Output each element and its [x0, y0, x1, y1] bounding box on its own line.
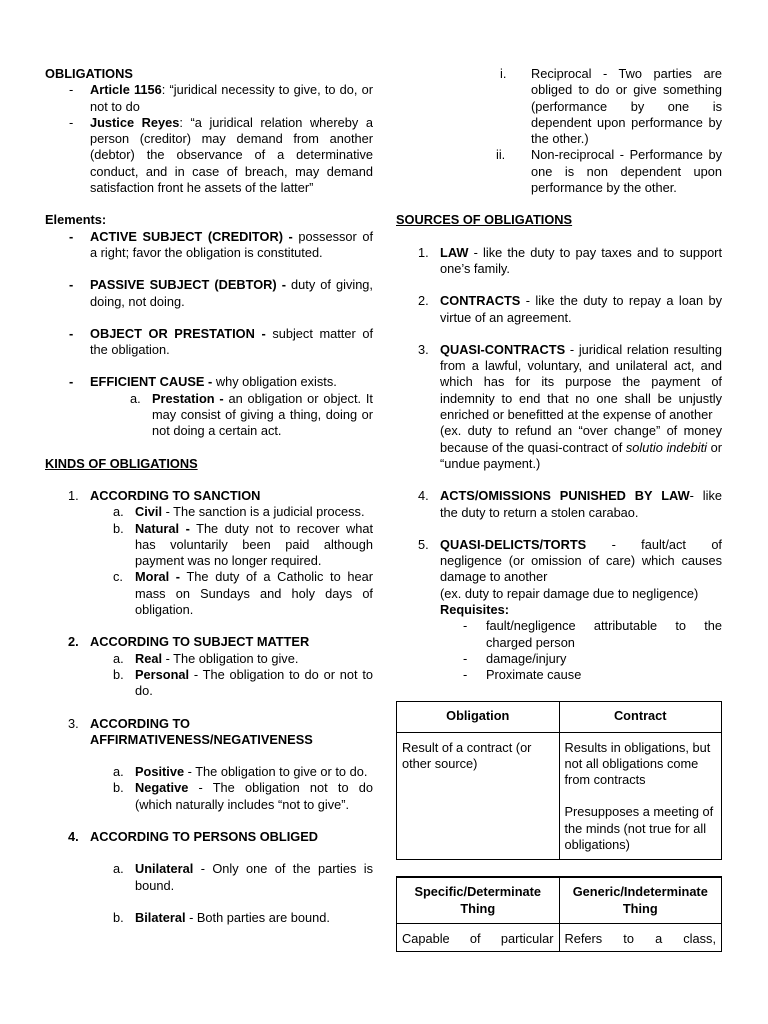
kind-item: b. Bilateral - Both parties are bound.: [113, 909, 330, 925]
elements-title: Elements:: [45, 212, 107, 228]
table-cell: Results in obligations, but not all obligations come from contracts Presupposes a meeting of the minds (not true for all obligations): [559, 732, 722, 860]
definition-item: - Justice Reyes: “a juridical relation whereby a person (creditor) may demand from another (debtor) the observance of a determinative conduct, and in case of breach, may demand satisfaction front he assets of the latter”: [69, 114, 373, 196]
kind-item: b. Negative - The obligation not to do (which naturally includes “not to give”.: [113, 780, 373, 812]
table-header: Specific/Determinate Thing: [397, 877, 560, 923]
requisite-item: - fault/negligence attributable to the charged person: [463, 618, 722, 650]
source-item: 3. QUASI-CONTRACTS - juridical relation resulting from a lawful, voluntary, and unilateral act, and which has for its purpose the payment of indemnity to end that no one shall be unjustly enriched or benefitted at the expense of another (ex. duty to refund an “over change” of money because of the quasi-contract of solutio indebiti or “undue payment.): [418, 341, 722, 471]
element-item: - ACTIVE SUBJECT (CREDITOR) - possessor of a right; favor the obligation is constituted.: [69, 228, 374, 260]
thing-table: [396, 876, 722, 952]
sources-title: SOURCES OF OBLIGATIONS: [396, 212, 573, 228]
kind-heading: 3. ACCORDING TO AFFIRMATIVENESS/NEGATIVENESS: [68, 715, 313, 747]
table-cell: Result of a contract (or other source): [397, 732, 560, 860]
kind-item: a. Civil - The sanction is a judicial process.: [113, 504, 365, 520]
kind-item: a. Unilateral - Only one of the parties is bound.: [113, 861, 373, 893]
source-item: 1. LAW - like the duty to pay taxes and to support one’s family.: [418, 244, 722, 276]
right-column: [396, 66, 722, 952]
table-header: Contract: [559, 701, 722, 732]
element-subitem: a. Prestation - an obligation or object. It may consist of giving a thing, doing or not doing a certain act.: [130, 390, 373, 439]
requisite-item: - damage/injury: [463, 650, 567, 666]
bilateral-subitem: i. Reciprocal - Two parties are obliged to do or give something (performance by one is dependent upon performance by the other.): [500, 66, 722, 147]
element-item: - PASSIVE SUBJECT (DEBTOR) - duty of giving, doing, not doing.: [69, 277, 373, 309]
kinds-title: KINDS OF OBLIGATIONS: [45, 455, 198, 471]
kind-item: b. Personal - The obligation to do or not to do.: [113, 666, 373, 699]
table-cell: Capable of particular: [397, 923, 560, 951]
kind-item: c. Moral - The duty of a Catholic to hear mass on Sundays and holy days of obligation.: [113, 569, 374, 618]
kind-item: b. Natural - The duty not to recover what has voluntarily been paid although payment was no longer required.: [113, 520, 374, 569]
source-item: 4. ACTS/OMISSIONS PUNISHED BY LAW- like the duty to return a stolen carabao.: [418, 488, 722, 520]
requisite-item: - Proximate cause: [463, 667, 582, 683]
kind-heading: 2. ACCORDING TO SUBJECT MATTER: [68, 634, 310, 650]
definition-item: - Article 1156: “juridical necessity to give, to do, or not to do: [69, 82, 373, 114]
source-item: 2. CONTRACTS - like the duty to repay a loan by virtue of an agreement.: [418, 293, 722, 325]
element-item: - EFFICIENT CAUSE - why obligation exists.: [69, 374, 337, 390]
source-item: 5. QUASI-DELICTS/TORTS - fault/act of negligence (or omission of care) which causes damage to another (ex. duty to repair damage due to negligence) Requisites:: [418, 536, 722, 618]
kind-heading: 1. ACCORDING TO SANCTION: [68, 487, 261, 503]
table-cell: Refers to a class,: [559, 923, 722, 951]
bilateral-subitem: ii. Non-reciprocal - Performance by one is non dependent upon performance by the other.: [496, 147, 722, 196]
obligations-title: OBLIGATIONS: [45, 66, 133, 81]
table-header: Generic/Indeterminate Thing: [559, 877, 722, 923]
left-column: [45, 66, 373, 926]
table-header: Obligation: [397, 701, 560, 732]
kind-item: a. Positive - The obligation to give or to do.: [113, 764, 368, 780]
kind-item: a. Real - The obligation to give.: [113, 650, 299, 666]
obligation-contract-table: [396, 701, 722, 861]
element-item: - OBJECT OR PRESTATION - subject matter of the obligation.: [69, 325, 374, 358]
kind-heading: 4. ACCORDING TO PERSONS OBLIGED: [68, 828, 318, 844]
